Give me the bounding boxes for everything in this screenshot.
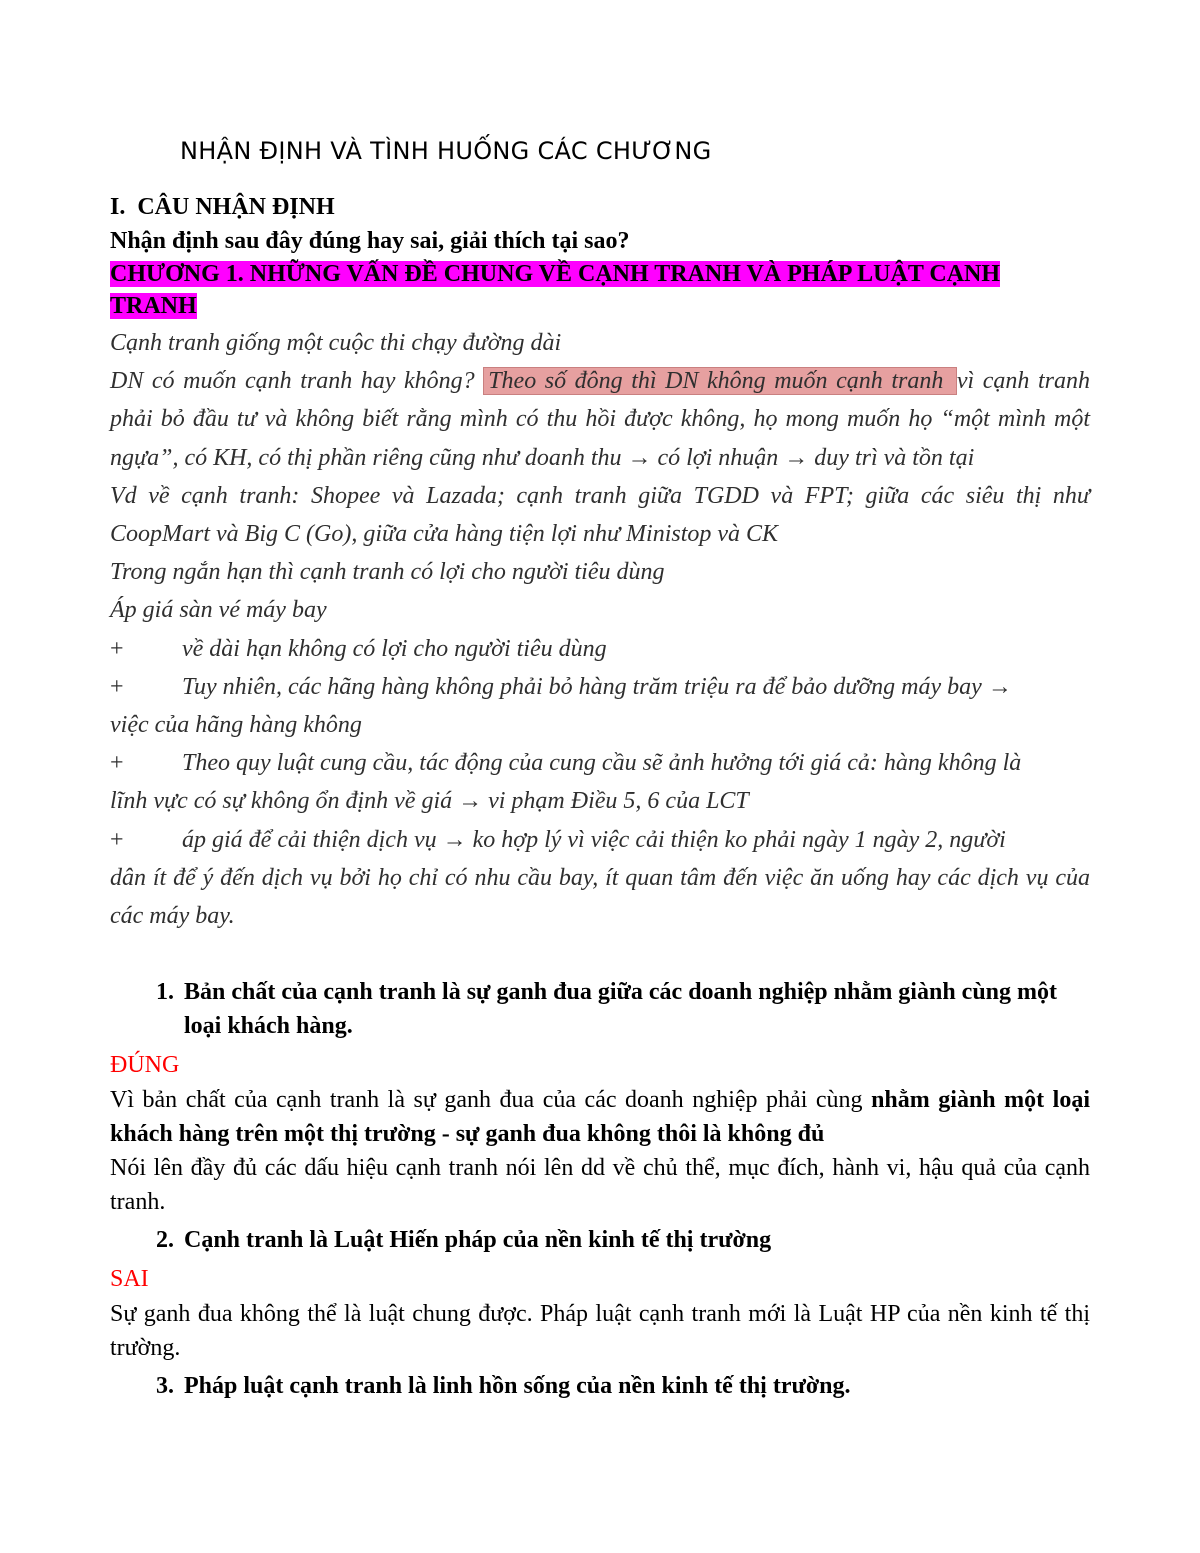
- questions-list: [110, 975, 1090, 1403]
- question-text: Bản chất của cạnh tranh là sự ganh đua giữa các doanh nghiệp nhằm giành cùng một loại khách hàng.: [184, 979, 1057, 1040]
- question-2: [110, 1223, 1090, 1257]
- bullet-text: Theo quy luật cung cầu, tác động của cung cầu sẽ ảnh hưởng tới giá cả: hàng không là: [182, 750, 1022, 777]
- question-3: [110, 1369, 1090, 1403]
- answer-bold-text: nhằm giành một loại khách hàng trên một thị trường - sự ganh đua không thôi là không đủ: [110, 1087, 1090, 1148]
- note-line: Trong ngắn hạn thì cạnh tranh có lợi cho người tiêu dùng: [110, 559, 665, 586]
- bullet-mark: +: [110, 635, 124, 662]
- bullet-item: [110, 744, 1090, 782]
- question-text: Pháp luật cạnh tranh là linh hồn sống của nền kinh tế thị trường.: [184, 1373, 851, 1400]
- highlighted-note: Theo số đông thì DN không muốn cạnh tranh: [483, 367, 957, 395]
- answer-text: Vì bản chất của cạnh tranh là sự ganh đua của các doanh nghiệp phải cùng: [110, 1087, 872, 1114]
- note-text: vì cạnh tranh phải bỏ đầu tư và không biết rằng mình có thu hồi được không, họ mong muốn họ “một mình một ngựa”, có KH, có thị phần riêng cũng như doanh thu → có lợi nhuận → duy trì và tồn tại: [110, 368, 1090, 471]
- bullet-mark: +: [110, 673, 124, 700]
- bullet-text: Tuy nhiên, các hãng hàng không phải bỏ hàng trăm triệu ra để bảo dưỡng máy bay →: [182, 673, 1012, 700]
- question-number: 3.: [156, 1373, 174, 1400]
- note-text: DN có muốn cạnh tranh hay không?: [110, 368, 484, 395]
- bullet-item: [110, 668, 1090, 706]
- document-content: [110, 130, 1090, 1403]
- chapter-heading-highlight: CHƯƠNG 1. NHỮNG VẤN ĐỀ CHUNG VỀ CẠNH TRANH VÀ PHÁP LUẬT CẠNH TRANH: [110, 261, 1001, 319]
- question-number: 2.: [156, 1227, 174, 1254]
- note-paragraph: [110, 362, 1090, 477]
- section-heading: I. CÂU NHẬN ĐỊNH: [110, 194, 335, 220]
- document-title: NHẬN ĐỊNH VÀ TÌNH HUỐNG CÁC CHƯƠNG: [180, 137, 712, 165]
- verdict-false: SAI: [110, 1266, 149, 1293]
- bullet-item: [110, 630, 1090, 668]
- question-1: [110, 975, 1090, 1043]
- note-paragraph: Vd về cạnh tranh: Shopee và Lazada; cạnh tranh giữa TGDD và FPT; giữa các siêu thị như CoopMart và Big C (Go), giữa cửa hàng tiện lợi như Ministop và CK: [110, 482, 1090, 548]
- note-line: Áp giá sàn vé máy bay: [110, 597, 327, 624]
- verdict-true: ĐÚNG: [110, 1052, 180, 1079]
- note-line: Cạnh tranh giống một cuộc thi chạy đường dài: [110, 330, 562, 356]
- question-number: 1.: [156, 979, 174, 1006]
- lecture-notes: [110, 324, 1090, 935]
- bullet-continuation: dân ít để ý đến dịch vụ bởi họ chỉ có nhu cầu bay, ít quan tâm đến việc ăn uống hay các dịch vụ của các máy bay.: [110, 864, 1090, 930]
- answer-paragraph: Nói lên đầy đủ các dấu hiệu cạnh tranh nói lên dd về chủ thể, mục đích, hành vi, hậu quả của cạnh tranh.: [110, 1155, 1090, 1216]
- question-text: Cạnh tranh là Luật Hiến pháp của nền kinh tế thị trường: [184, 1227, 772, 1254]
- section-subheading: Nhận định sau đây đúng hay sai, giải thích tại sao?: [110, 228, 630, 254]
- bullet-mark: +: [110, 826, 124, 853]
- bullet-mark: +: [110, 750, 124, 777]
- bullet-continuation: lĩnh vực có sự không ổn định về giá → vi phạm Điều 5, 6 của LCT: [110, 788, 749, 815]
- chapter-heading: [110, 258, 1070, 322]
- bullet-item: [110, 821, 1090, 859]
- answer-paragraph: Sự ganh đua không thể là luật chung được. Pháp luật cạnh tranh mới là Luật HP của nền kinh tế thị trường.: [110, 1301, 1090, 1362]
- bullet-text: về dài hạn không có lợi cho người tiêu dùng: [182, 635, 607, 662]
- answer-paragraph: [110, 1083, 1090, 1151]
- bullet-continuation: việc của hãng hàng không: [110, 712, 362, 739]
- bullet-text: áp giá để cải thiện dịch vụ → ko hợp lý vì việc cải thiện ko phải ngày 1 ngày 2, người: [182, 826, 1006, 853]
